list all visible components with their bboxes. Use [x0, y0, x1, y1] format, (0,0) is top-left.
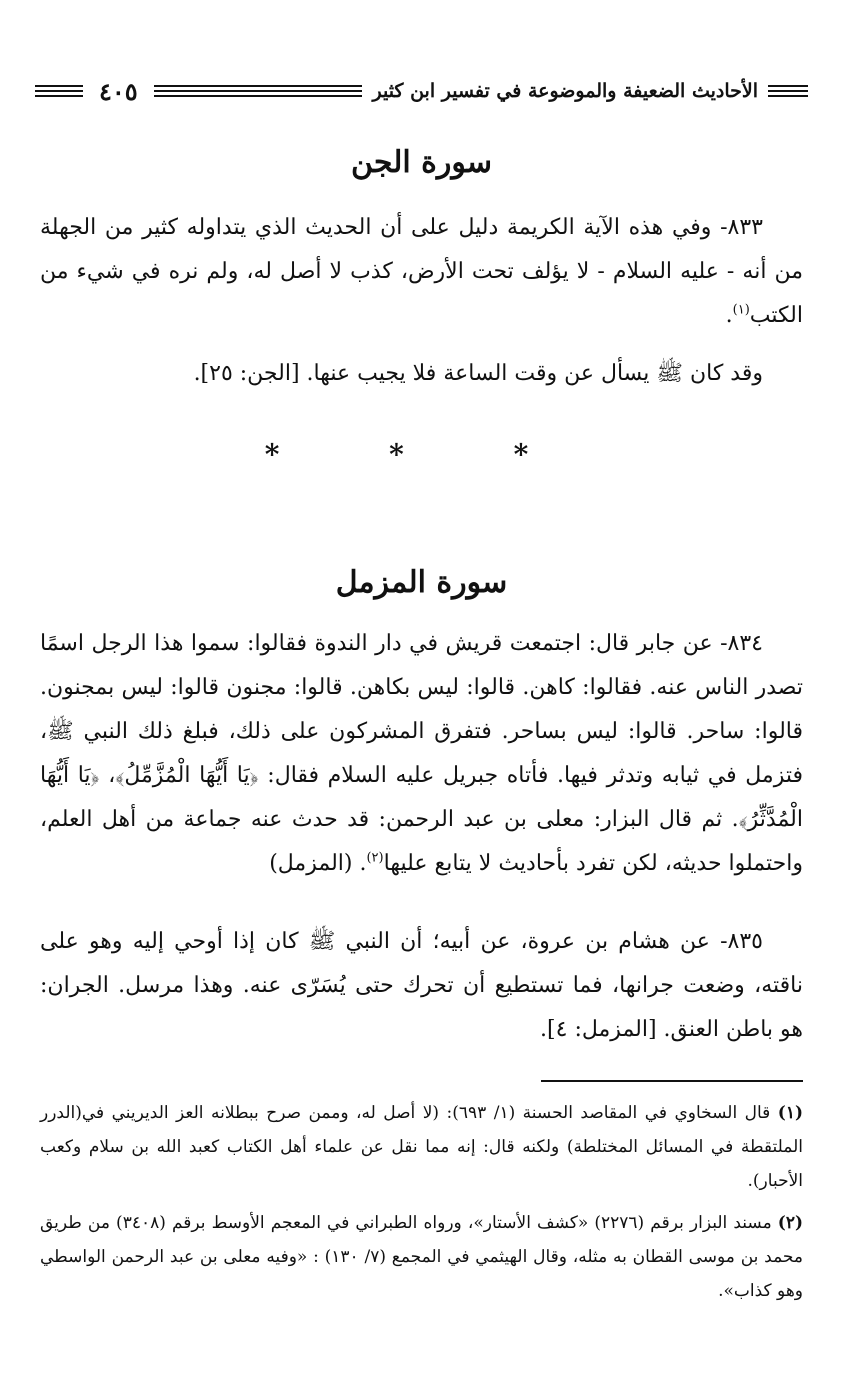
surah-title-jinn: سورة الجن: [351, 145, 492, 180]
footnote-1-text: قال السخاوي في المقاصد الحسنة (١/ ٦٩٣): (لا أصل له، وممن صرح ببطلانه العز الديريني في(الدرر الملتقطة في المسائل المختلطة) ولكنه قال: إنه مما نقل عن علماء أهل الكتاب كعبد الله بن سلام وكعب الأحبار).: [40, 1103, 803, 1191]
hadith-835: ٨٣٥- عن هشام بن عروة، عن أبيه؛ أن النبي ﷺ كان إذا أوحي إليه وهو على ناقته، وضعت جرانها، فما تستطيع أن تحرك حتى يُسَرّى عنه. وهذا مرسل. الجران: هو باطن العنق. [المزمل: ٤].: [40, 929, 803, 1042]
header-rule-right: [768, 85, 808, 97]
jinn-note: وقد كان ﷺ يسأل عن وقت الساعة فلا يجيب عنها. [الجن: ٢٥].: [193, 361, 763, 386]
footnote-2-mark: (٢): [777, 1213, 804, 1233]
hadith-833-text: ٨٣٣- وفي هذه الآية الكريمة دليل على أن الحديث الذي يتداوله كثير من الجهلة من أنه - عليه السلام - لا يؤلف تحت الأرض، كذب لا أصل له، ولم نره في شيء من الكتب: [40, 215, 803, 328]
footnote-2: [40, 1206, 803, 1308]
footnote-ref-1[interactable]: (١): [732, 302, 750, 318]
footnote-1: [40, 1096, 803, 1198]
hadith-834-tail: . (المزمل): [269, 851, 367, 876]
hadith-834: [40, 622, 803, 886]
section-divider-stars: * * *: [264, 438, 579, 471]
header-rule-middle: [154, 85, 363, 97]
footnote-ref-2[interactable]: (٢): [366, 850, 384, 866]
running-title: الأحاديث الضعيفة والموضوعة في تفسير ابن كثير: [372, 80, 758, 102]
surah-title-muzzammil: سورة المزمل: [335, 565, 508, 600]
page-number: ٤٠٥: [99, 76, 138, 106]
hadith-834-text: ٨٣٤- عن جابر قال: اجتمعت قريش في دار الندوة فقالوا: سموا هذا الرجل اسمًا تصدر الناس عنه. فقالوا: كاهن. قالوا: ليس بكاهن. قالوا: مجنون قالوا: ليس بمجنون. قالوا: ساحر. قالوا: ليس بساحر. فتفرق المشركون على ذلك، فبلغ ذلك النبي ﷺ، فتزمل في ثيابه وتدثر فيها. فأتاه جبريل عليه السلام فقال: ﴿يَا أَيُّهَا الْمُزَّمِّلُ﴾، ﴿يَا أَيُّهَا الْمُدَّثِّرُ﴾. ثم قال البزار: معلى بن عبد الرحمن: قد حدث عنه جماعة من أهل العلم، واحتملوا حديثه، لكن تفرد بأحاديث لا يتابع عليها: [40, 631, 803, 876]
header-rule-left: [35, 85, 83, 97]
footnote-separator: [541, 1080, 803, 1082]
running-header: [35, 78, 808, 104]
footnote-2-text: مسند البزار برقم (٢٢٧٦) «كشف الأستار»، ورواه الطبراني في المعجم الأوسط برقم (٣٤٠٨) من طريق محمد بن موسى القطان به مثله، وقال الهيثمي في المجمع (٧/ ١٣٠) : «وفيه معلى بن عبد الرحمن الواسطي وهو كذاب».: [40, 1213, 804, 1301]
hadith-833: ٨٣٣- وفي هذه الآية الكريمة دليل على أن الحديث الذي يتداوله كثير من الجهلة من أنه - عليه السلام - لا يؤلف تحت الأرض، كذب لا أصل له، ولم نره في شيء من الكتب$^{(١)}$.: [40, 215, 803, 328]
footnote-1-mark: (١): [777, 1103, 803, 1123]
